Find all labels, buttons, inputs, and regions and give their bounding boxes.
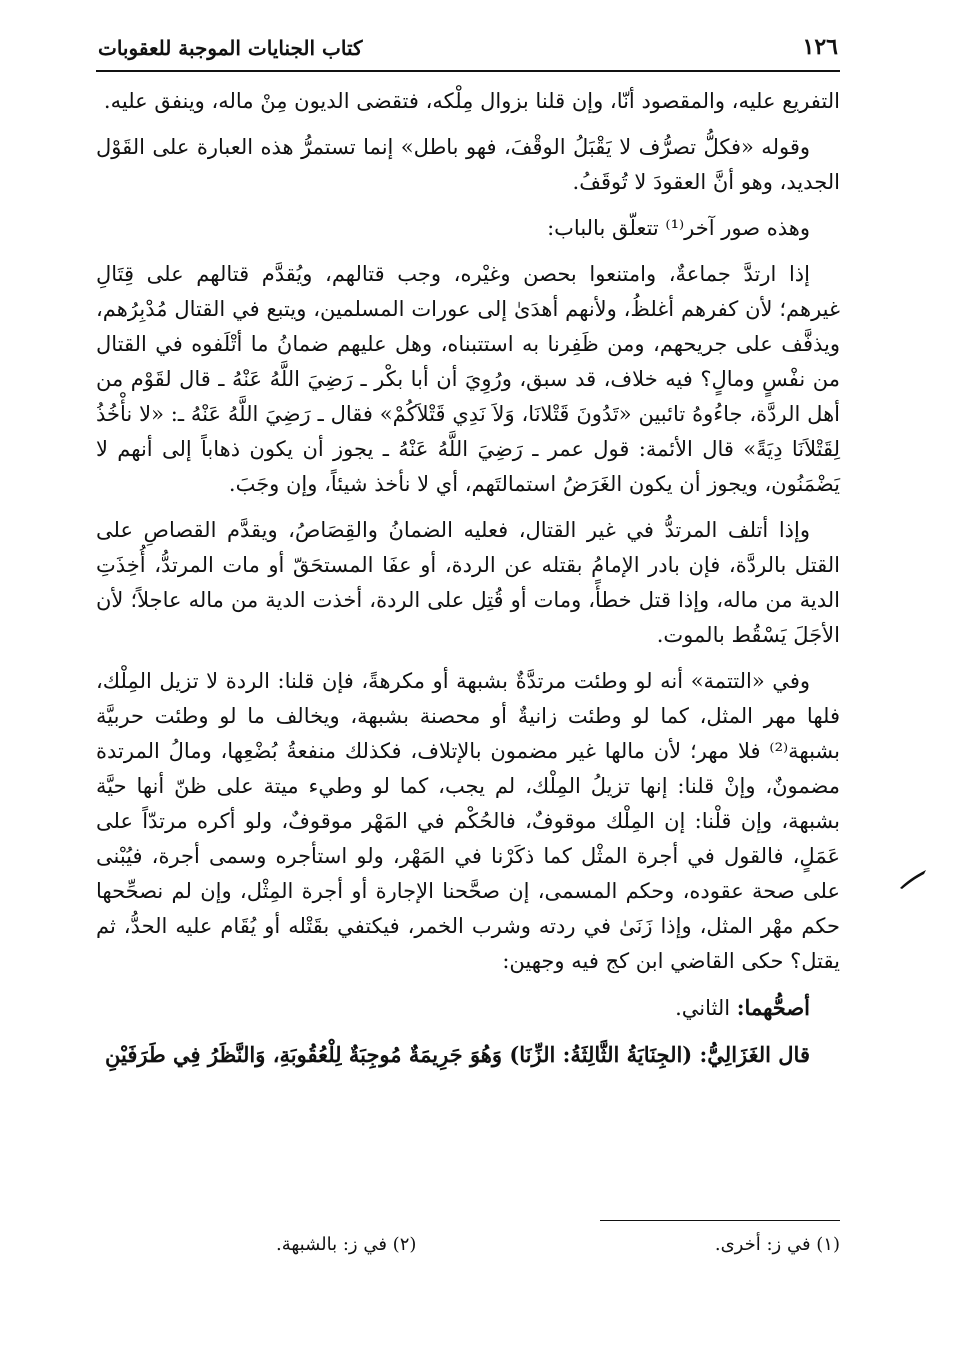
book-page [96,28,840,1338]
footnotes [96,1234,840,1255]
asahhuhuma-label: أصحُّهما: [736,995,810,1020]
footnote-1: (١) في ز: أخرى. [714,1234,840,1255]
ghazali-heading: قال الغَزَالِيُّ: (الجِنَايَةُ الثَّالِثَةُ: الزِّنَا) وَهُوَ جَرِيمَةٌ مُوجِبَةٌ لِلْعُقُوبَةِ، وَالنَّظَرُ فِي طَرَفَيْنِ [105,1042,810,1067]
running-title: كتاب الجنايات الموجبة للعقوبات [98,36,363,60]
paragraph-1: التفريع عليه، والمقصود أنّا، وإن قلنا بزوال مِلْكه، فتقضى الديون مِنْ ماله، وينفق عليه. [103,89,840,113]
paragraph-6: وفي «التتمة» أنه لو وطئت مرتدَّةٌ بشبهة أو مكرهةً، فإن قلنا: الردة لا تزيل المِلْك، فلها مهر المثل، كما لو وطئت زانيةٌ أو محصنة بشبهة، ويخالف ما لو وطئت حربيَّة بشبهة⁽²⁾ فلا مهر؛ لأن مالها غير مضمون بالإتلاف، فكذلك منفعةُ بُضْعِها، ومالُ المرتدة مضمونٌ، وإنْ قلنا: إنها تزيلُ المِلْك، لم يجب، كما لو وطيء ميتة على ظنّ أنها حيَّة بشبهة، وإن قلْنا: إن المِلْك موقوفٌ، فالحُكْم في المَهْر موقوفٌ، ولو أكره مرتدّاً على عَمَلٍ، فالقول في أجرة المثْل كما ذكَرْنا في المَهْر، ولو استأجره وسمى أجرة، فيُبْنى على صحة عقوده، وحكم المسمى، إن صحَّحنا الإجارة أو أجرة المِثْل، وإن لم نصحِّحها حكم مهْر المثل، وإذا زَنَىٰ في ردته وشرب الخمر، فيكتفي بقَتْله أو يُقَام عليه الحدُّ، ثم يقتل؟ حكى القاضي ابن كج فيه وجهين: [96,669,840,973]
paragraph-2: وقوله «فكلُّ تصرُّف لا يَقْبَلُ الوقْفَ، فهو باطل» إنما تستمرُّ هذه العبارة على القَوْل الجديد، وهو أنَّ العقودَ لا تُوقَفُ. [96,135,840,194]
page-body [96,84,840,1072]
asahhuhuma-text: الثاني. [675,996,731,1020]
paragraph-3: وهذه صور آخر⁽¹⁾ تتعلّق بالباب: [547,216,810,240]
page-number: ١٢٦ [802,34,838,60]
page-header [96,28,840,72]
footnote-2: (٢) في ز: بالشبهة. [276,1234,417,1255]
pen-mark-icon [898,868,928,890]
paragraph-4: إذا ارتدَّ جماعةٌ، وامتنعوا بحصن وغيْره، وجب قتالهم، ويُقدَّم قتالهم على قِتَالِ غيرهم؛ لأن كفرهم أغلظُ، ولأنهم أهدَىٰ إلى عورات المسلمين، ويتبع في القتال مُدْبِرُهم، ويذفَّف على جريحهم، ومن ظَفِرنا به استتبناه، وهل عليهم ضمانُ ما أتْلَفوه في القتال من نفْسٍ ومالٍ؟ فيه خلاف، قد سبق، ورُوِيَ أن أبا بكْر ـ رَضِيَ اللَّهُ عَنْهُ ـ قال لقَوْم من أهل الردَّة، جاءُوهُ تائبين «تَدُونَ قَتْلانَا، وَلاَ نَدِي قَتْلاَكُمْ» فقال ـ رَضِيَ اللَّهُ عَنْهُ ـ: «لا نأْخُذُ لِقَتْلاَنَا دِيَةً» قال الأئمة: قول عمر ـ رَضِيَ اللَّهُ عَنْهُ ـ يجوز أن يكون ذهاباً إلى أنهم لا يَضْمَنُون، ويجوز أن يكون الغَرَضُ استمالتَهم، أي لا نأخذ شيئاً، وإن وجَبَ. [96,262,840,496]
asahhuhuma-line [96,990,840,1026]
paragraph-5: وإذا أتلف المرتدُّ في غير القتال، فعليه الضمانُ والقِصَاصُ، ويقدَّم القصاصِ على القتل بالردَّة، فإن بادر الإمامُ بقتله عن الردة، أو عفَا المستحَقّ أو مات المرتدُّ، أُخِذَتِ الدية من ماله، وإذا قتل خطأً، ومات أو قُتِل على الردة، أخذت الدية من ماله عاجلاً؛ لأن الأجَلَ يَسْقُط بالموت. [96,518,840,647]
footnote-divider [600,1220,840,1221]
